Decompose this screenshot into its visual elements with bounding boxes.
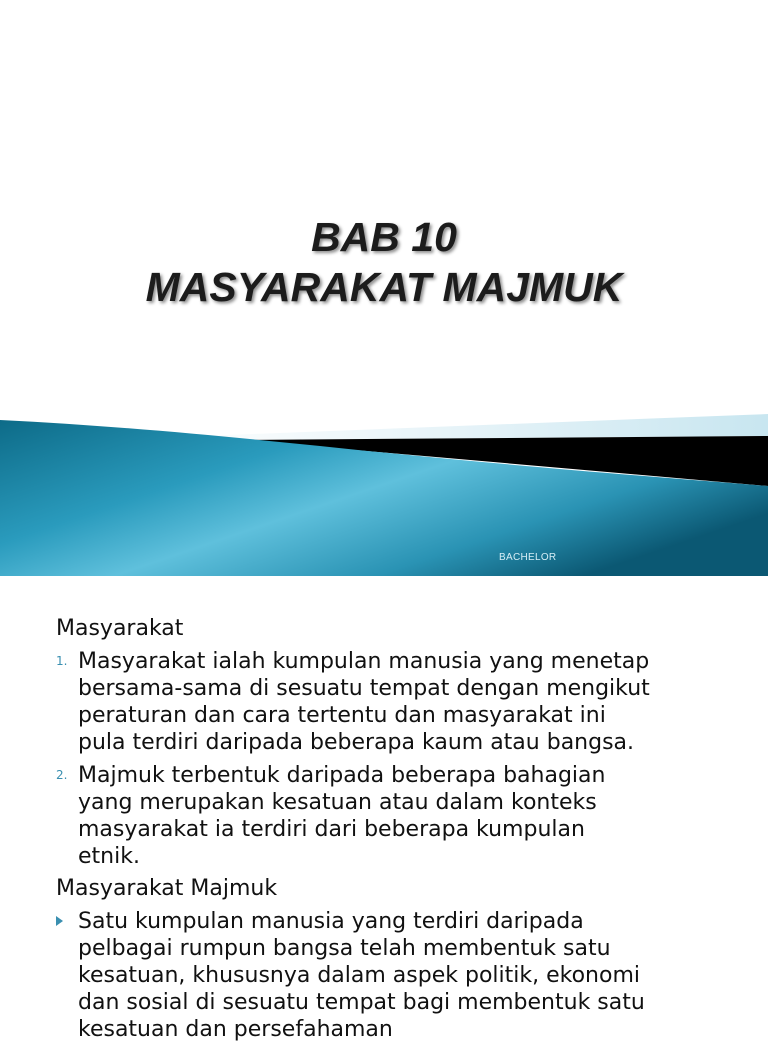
text-line: Satu kumpulan manusia yang terdiri daripada — [78, 909, 584, 934]
text-line: pelbagai rumpun bangsa telah membentuk satu — [78, 936, 611, 961]
slide-title — [0, 212, 768, 312]
pale-stripe — [150, 414, 768, 440]
list-number: 1. — [56, 654, 68, 668]
list-item-text — [78, 648, 768, 756]
text-line: dan sosial di sesuatu tempat bagi membentuk satu — [78, 990, 645, 1015]
content-slide — [0, 576, 768, 1042]
list-item-text — [78, 762, 768, 870]
text-line: Majmuk terbentuk daripada beberapa bahagian — [78, 763, 606, 788]
footer-label: BACHELOR — [499, 552, 557, 563]
text-line: bersama-sama di sesuatu tempat dengan mengikut — [78, 676, 650, 701]
text-line: yang merupakan kesatuan atau dalam konteks — [78, 790, 597, 815]
heading-masyarakat-majmuk: Masyarakat Majmuk — [56, 876, 278, 901]
list-number: 2. — [56, 768, 68, 782]
title-line-1: BAB 10 — [311, 214, 457, 260]
text-line: kesatuan dan persefahaman — [78, 1017, 393, 1042]
decorative-banner — [0, 410, 768, 576]
list-item-text — [78, 908, 768, 1043]
text-line: Masyarakat ialah kumpulan manusia yang menetap — [78, 649, 650, 674]
text-line: masyarakat ia terdiri dari beberapa kumpulan — [78, 817, 585, 842]
text-line: pula terdiri daripada beberapa kaum atau bangsa. — [78, 730, 635, 755]
text-line: kesatuan, khususnya dalam aspek politik, ekonomi — [78, 963, 640, 988]
heading-masyarakat: Masyarakat — [56, 616, 184, 641]
text-line: etnik. — [78, 844, 140, 869]
title-line-2: MASYARAKAT MAJMUK — [145, 264, 623, 310]
text-line: peraturan dan cara tertentu dan masyarakat ini — [78, 703, 606, 728]
arrow-bullet-icon — [56, 916, 63, 926]
